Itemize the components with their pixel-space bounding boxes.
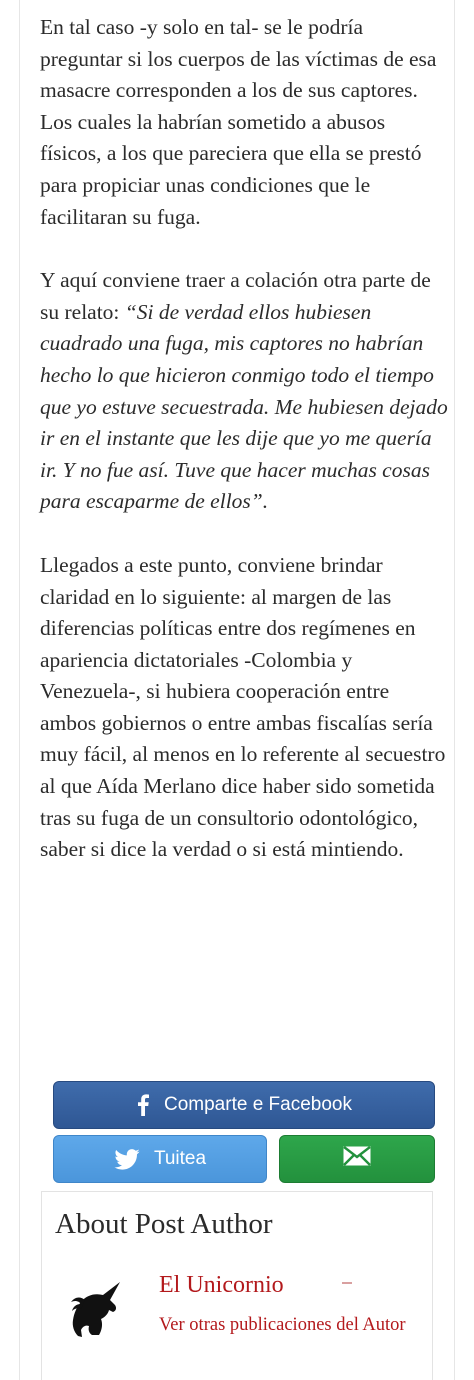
content-right-border xyxy=(454,0,455,1380)
paragraph-lead-text: Y aquí conviene traer a colación otra parte de su relato: xyxy=(40,268,431,324)
share-row-secondary xyxy=(53,1135,435,1183)
article-paragraph-quote xyxy=(40,265,448,518)
author-separator xyxy=(342,1282,352,1284)
content-left-border xyxy=(19,0,20,1380)
facebook-icon xyxy=(136,1094,150,1116)
share-twitter-button[interactable] xyxy=(53,1135,267,1183)
twitter-bird-icon xyxy=(114,1149,140,1170)
author-box-heading: About Post Author xyxy=(55,1208,273,1240)
unicorn-silhouette-icon[interactable] xyxy=(65,1278,127,1340)
share-row-primary xyxy=(53,1081,435,1129)
share-facebook-label: Comparte e Facebook xyxy=(164,1094,352,1115)
envelope-icon xyxy=(343,1146,371,1172)
share-email-button[interactable] xyxy=(279,1135,435,1183)
article-paragraph: Llegados a este punto, conviene brindar claridad en lo siguiente: al margen de las diferencias políticas entre dos regímenes en apariencia dictatoriales -Colombia y Venezuela-, si hubiera cooperación entre ambos gobiernos o entre ambas fiscalías sería muy fácil, al menos en lo referente al secuestro al que Aída Merlano dice haber sido sometida tras su fuga de un consultorio odontológico, saber si dice la verdad o si está mintiendo. xyxy=(40,552,446,862)
article-paragraph: En tal caso -y solo en tal- se le podría preguntar si los cuerpos de las víctimas de esa masacre corresponden a los de sus captores. Los cuales la habrían sometido a abusos físicos, a los que pareciera que ella se prestó para propiciar unas condiciones que le facilitaran su fuga. xyxy=(40,15,437,229)
share-facebook-button[interactable] xyxy=(53,1081,435,1129)
share-twitter-label: Tuitea xyxy=(153,1148,207,1169)
article-body xyxy=(40,12,448,866)
author-more-posts-link[interactable]: Ver otras publicaciones del Autor xyxy=(159,1315,406,1335)
quoted-text: “Si de verdad ellos hubiesen cuadrado una fuga, mis captores no habrían hecho lo que hicieron conmigo todo el tiempo que yo estuve secuestrada. Me hubiesen dejado ir en el instante que les dije que yo me quería ir. Y no fue así. Tuve que hacer muchas cosas para escaparme de ellos”. xyxy=(40,299,448,514)
author-box xyxy=(41,1191,433,1380)
author-name-link[interactable]: El Unicornio xyxy=(159,1272,284,1298)
